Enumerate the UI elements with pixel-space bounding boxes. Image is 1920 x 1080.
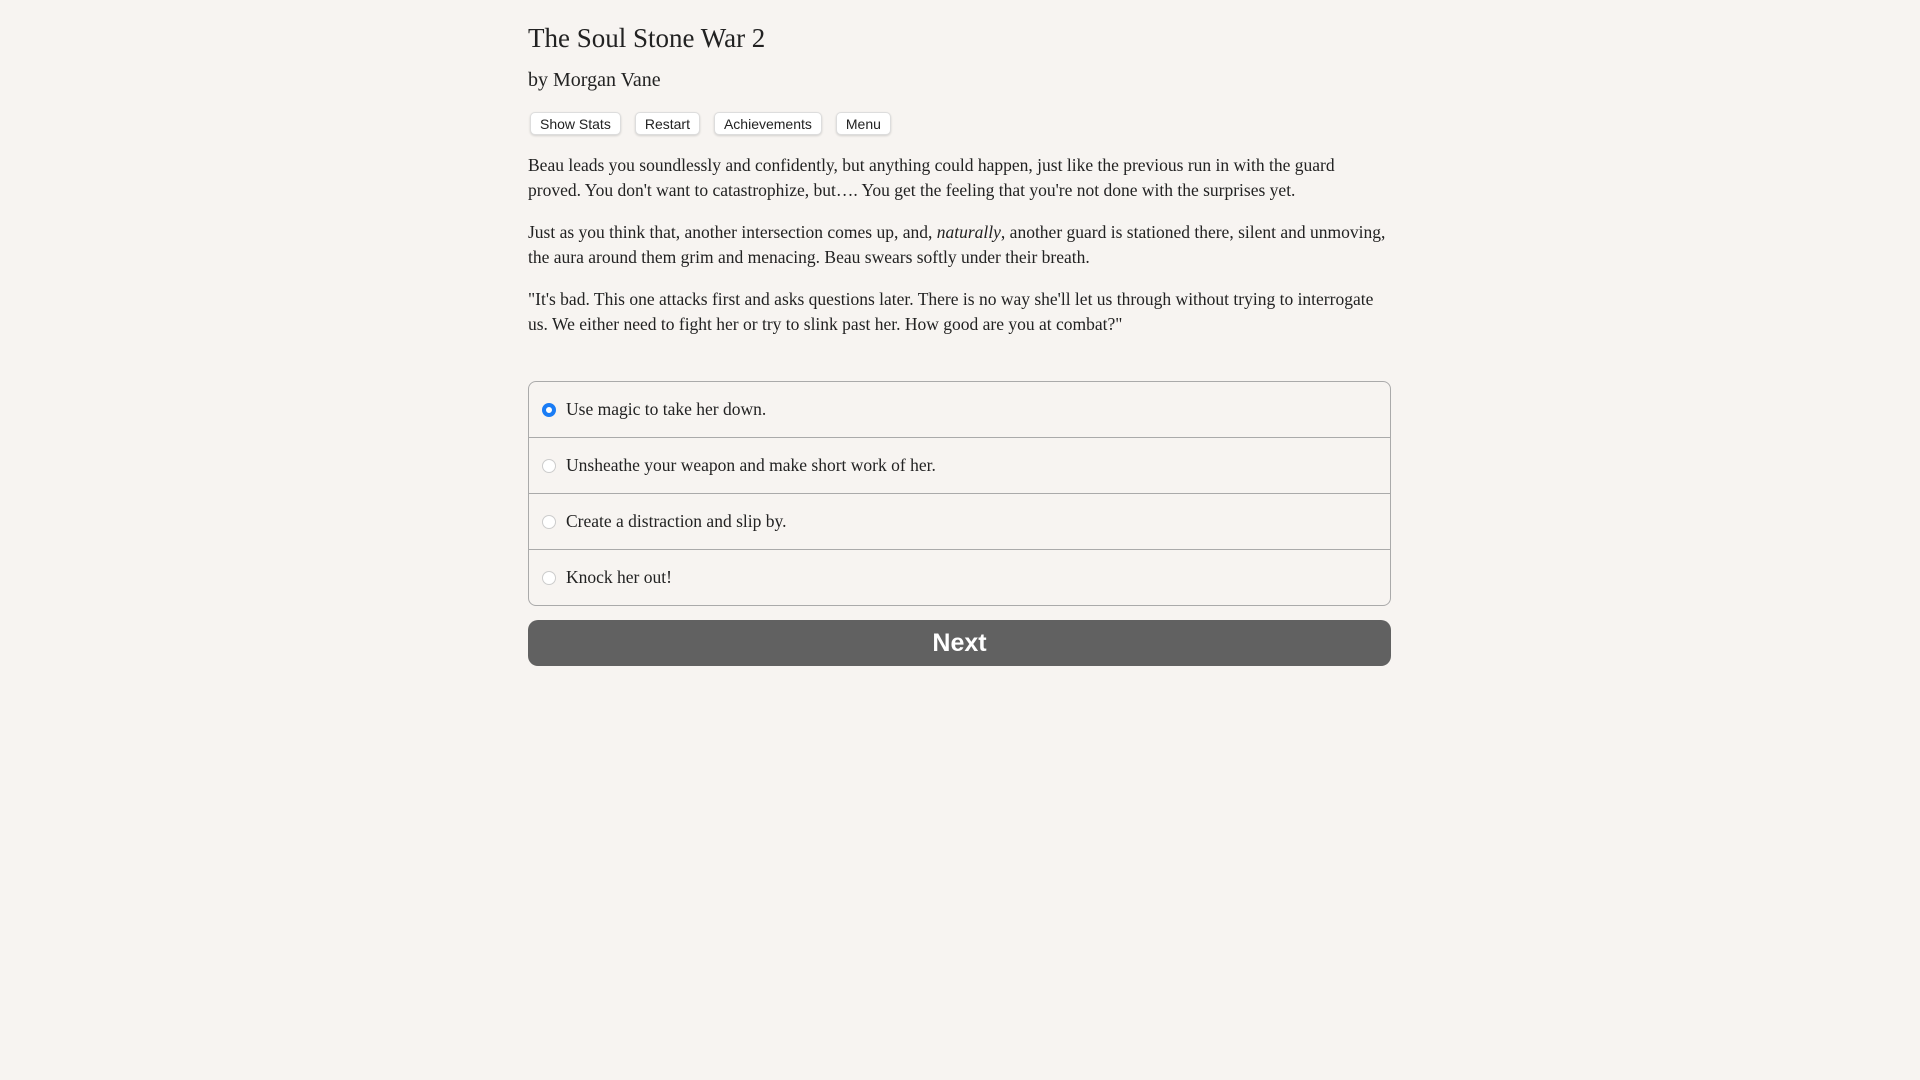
story-paragraph: Beau leads you soundlessly and confidently, but anything could happen, just like the previous run in with the guard proved. You don't want to catastrophize, but…. You get the feeling that you're not done with the surprises yet. [528,155,1335,200]
story-paragraph: "It's bad. This one attacks first and asks questions later. There is no way she'll let us through without trying to interrogate us. We either need to fight her or try to slink past her. How good are you at combat?" [528,289,1374,334]
game-author: by Morgan Vane [528,69,661,91]
emphasis: naturally [936,222,1001,242]
radio-button-selected[interactable] [542,403,556,417]
choice-option[interactable] [529,382,1390,437]
game-title: The Soul Stone War 2 [528,23,766,53]
radio-button[interactable] [542,515,556,529]
choice-label: Knock her out! [566,567,672,587]
achievements-button[interactable]: Achievements [714,112,822,135]
radio-button[interactable] [542,571,556,585]
next-button[interactable]: Next [528,620,1391,666]
text: Just as you think that, another intersection comes up, and, [528,222,937,242]
choice-list [528,381,1391,606]
choice-label: Use magic to take her down. [566,399,767,419]
menu-button[interactable]: Menu [836,112,891,135]
choice-option[interactable] [529,437,1390,493]
radio-button[interactable] [542,459,556,473]
restart-button[interactable]: Restart [635,112,700,135]
story-paragraph [528,220,1391,270]
text: , another guard is stationed there, silent and unmoving, the aura around them grim and menacing. Beau swears softly under their breath. [528,222,1386,267]
choice-label: Unsheathe your weapon and make short work of her. [566,455,936,475]
story-text [528,153,1391,354]
choice-option[interactable] [529,493,1390,549]
show-stats-button[interactable]: Show Stats [530,112,621,135]
toolbar [530,112,891,135]
choice-label: Create a distraction and slip by. [566,511,787,531]
choice-option[interactable] [529,549,1390,605]
